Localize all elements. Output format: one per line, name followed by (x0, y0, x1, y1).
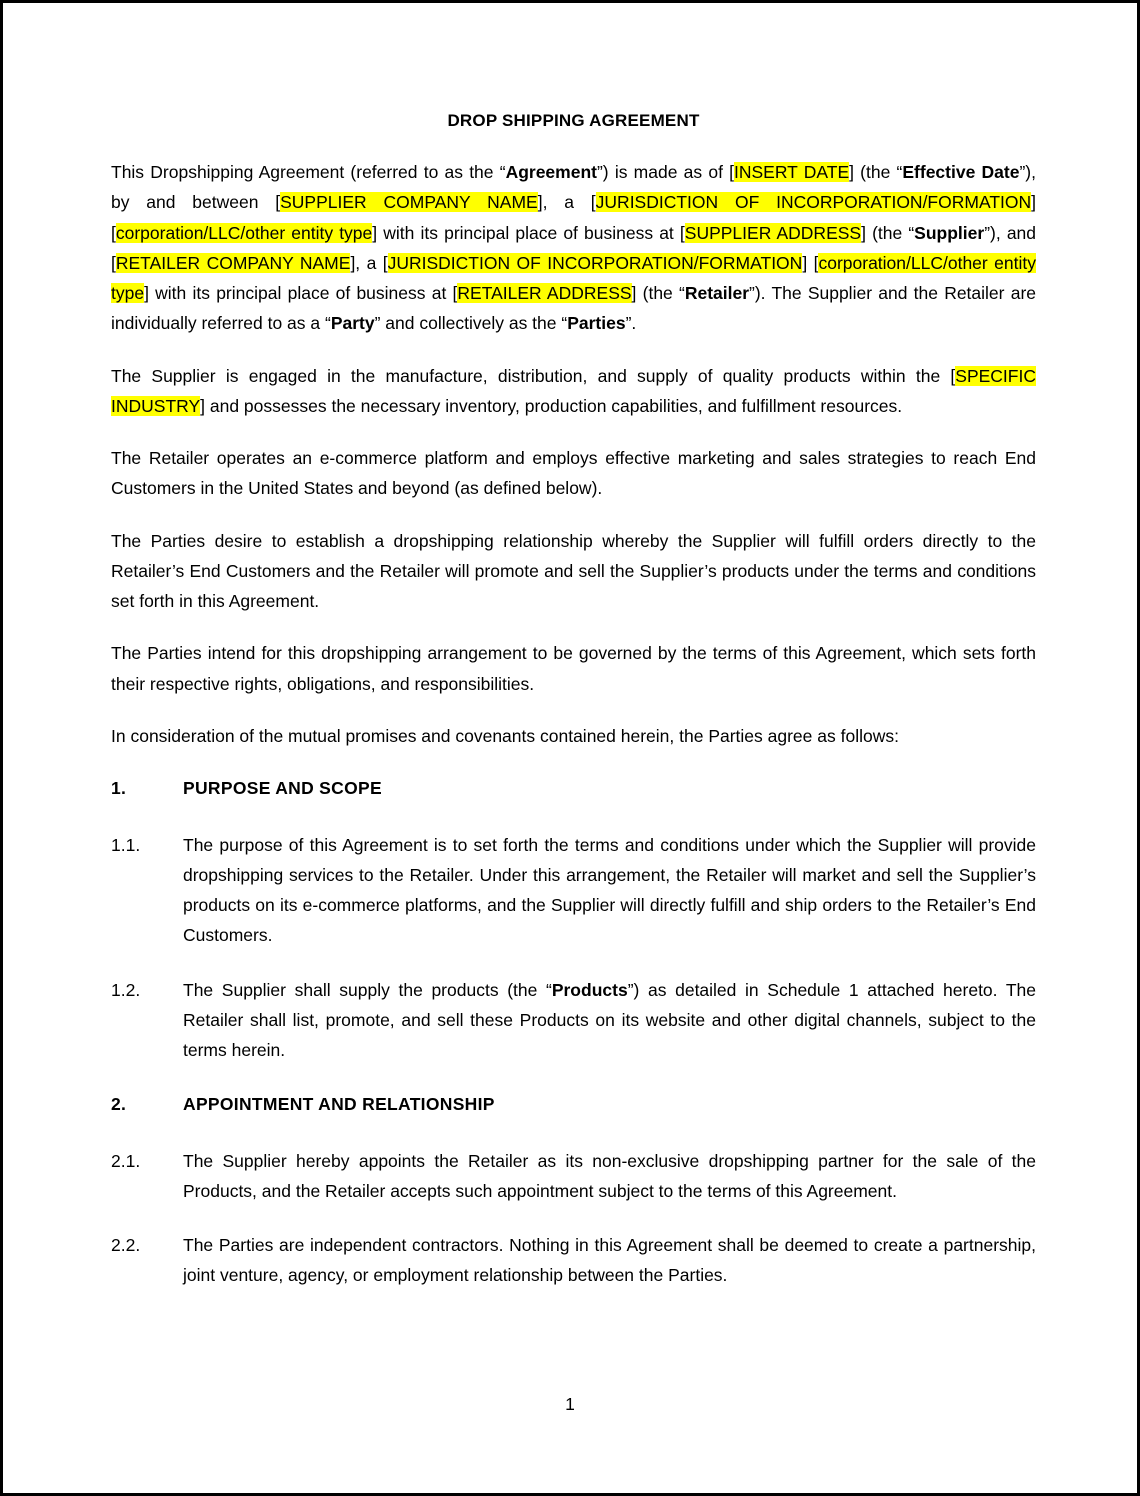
recital-paragraph-supplier (111, 361, 1036, 422)
recital-paragraph-retailer: The Retailer operates an e-commerce platform and employs effective marketing and sales strategies to reach End Customers in the United States and beyond (as defined below). (111, 448, 1036, 499)
section-title-2: APPOINTMENT AND RELATIONSHIP (183, 1094, 495, 1115)
placeholder-supplier-address: SUPPLIER ADDRESS (684, 222, 862, 243)
preamble-text-11: ] [ (802, 252, 819, 273)
clause-1-2 (111, 975, 1036, 1066)
clause-2-1 (111, 1146, 1036, 1207)
clause-text-2-1: The Supplier hereby appoints the Retailer as its non-exclusive dropshipping partner for the sale of the Products, and the Retailer accepts such appointment subject to the terms of this Agreement. (183, 1150, 1036, 1201)
placeholder-insert-date: INSERT DATE (734, 162, 850, 182)
clause-2-2 (111, 1230, 1036, 1291)
preamble-text-15: ” and collectively as the “ (374, 313, 568, 334)
preamble-paragraph (111, 157, 1036, 339)
preamble-text-8: ] (the “ (861, 222, 915, 243)
placeholder-specific-industry: SPECIFIC INDUSTRY (111, 365, 1036, 416)
clause-1-2-term-products: Products (551, 979, 628, 1000)
preamble-text-5: ], a [ (537, 192, 596, 213)
document-content (111, 111, 1036, 1315)
section-number-1: 1. (111, 778, 127, 799)
preamble-text-1: This Dropshipping Agreement (referred to as the “ (111, 162, 506, 182)
recital-paragraph-intent: The Parties intend for this dropshipping arrangement to be governed by the terms of this Agreement, which sets forth their respective rights, obligations, and responsibilities. (111, 643, 1036, 694)
clause-1-1 (111, 830, 1036, 951)
clause-number-1-1: 1.1. (111, 834, 141, 855)
preamble-text-13: ] (the “ (631, 283, 685, 304)
clause-text-2-2: The Parties are independent contractors. Nothing in this Agreement shall be deemed to create a partnership, joint venture, agency, or employment relationship between the Parties. (183, 1235, 1036, 1286)
preamble-text-7: ] with its principal place of business at [ (372, 222, 685, 243)
section-heading-1 (111, 773, 1036, 803)
preamble-term-party: Party (330, 313, 375, 334)
document-title: DROP SHIPPING AGREEMENT (447, 111, 700, 130)
clause-text-1-2 (183, 975, 1036, 1066)
recital-text-2: ] and possesses the necessary inventory, production capabilities, and fulfillment resources. (200, 395, 903, 416)
preamble-text-2: ”) is made as of [ (596, 162, 734, 182)
preamble-text-16: ”. (625, 313, 637, 334)
preamble-text-12: ] with its principal place of business at [ (144, 283, 458, 304)
placeholder-retailer-address: RETAILER ADDRESS (457, 283, 632, 304)
preamble-term-retailer: Retailer (684, 283, 750, 304)
clause-number-2-1: 2.1. (111, 1150, 141, 1171)
section-number-2: 2. (111, 1094, 127, 1115)
preamble-text-3: ] (the “ (849, 162, 903, 182)
clause-1-2-text-2: ”) as detailed in Schedule 1 attached hereto. The Retailer shall list, promote, and sell these Products on its website and other digital channels, subject to the terms herein. (183, 979, 1037, 1061)
placeholder-supplier-company-name: SUPPLIER COMPANY NAME (280, 192, 538, 213)
recital-paragraph-relationship: The Parties desire to establish a dropshipping relationship whereby the Supplier will fulfill orders directly to the Retailer’s End Customers and the Retailer will promote and sell the Supplier’s products under the terms and conditions set forth in this Agreement. (111, 530, 1036, 612)
preamble-term-supplier: Supplier (914, 222, 985, 243)
recital-paragraph-consideration: In consideration of the mutual promises and covenants contained herein, the Parties agree as follows: (111, 725, 899, 746)
clause-1-2-text-1: The Supplier shall supply the products (the “ (183, 979, 552, 1000)
preamble-text-4: ”), by and between [ (111, 162, 1036, 213)
preamble-text-14: ”). The Supplier and the Retailer are individually referred to as a “ (111, 283, 1036, 334)
preamble-text-10: ], a [ (350, 252, 388, 273)
section-title-1: PURPOSE AND SCOPE (183, 778, 382, 799)
placeholder-supplier-entity-type: corporation/LLC/other entity type (115, 222, 373, 243)
placeholder-retailer-entity-type: corporation/LLC/other entity type (111, 252, 1036, 304)
page-number: 1 (565, 1394, 575, 1414)
section-heading-2 (111, 1089, 1036, 1119)
placeholder-retailer-jurisdiction: JURISDICTION OF INCORPORATION/FORMATION (387, 252, 803, 273)
clause-number-1-2: 1.2. (111, 979, 141, 1000)
preamble-text-9: ”), and [ (111, 222, 1037, 273)
preamble-term-agreement: Agreement (505, 162, 597, 182)
clause-text-1-1: The purpose of this Agreement is to set forth the terms and conditions under which the Supplier will provide dropshipping services to the Retailer. Under this arrangement, the Retailer will market and sell the Supplier’s products on its e-commerce platforms, and the Supplier will directly fulfill and ship orders to the Retailer’s End Customers. (183, 834, 1036, 946)
clause-number-2-2: 2.2. (111, 1235, 141, 1256)
placeholder-retailer-company-name: RETAILER COMPANY NAME (115, 252, 351, 273)
preamble-term-effective-date: Effective Date (902, 162, 1020, 182)
placeholder-supplier-jurisdiction: JURISDICTION OF INCORPORATION/FORMATION (595, 192, 1032, 213)
preamble-text-6: ] [ (111, 192, 1036, 243)
recital-text-1: The Supplier is engaged in the manufacture, distribution, and supply of quality products within the [ (111, 365, 956, 386)
preamble-term-parties: Parties (567, 313, 626, 334)
